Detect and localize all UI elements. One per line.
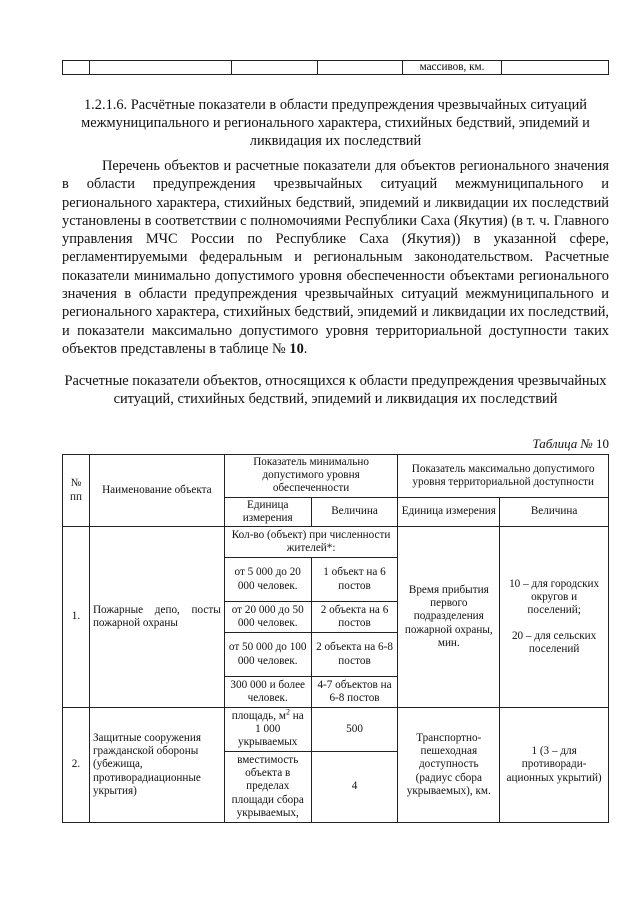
section-heading: 1.2.1.6. Расчётные показатели в области предупреждения чрезвычайных ситуаций межмуниципального и регионального характера, стихийных бедствий, эпидемий и ликвидация их последствий	[81, 97, 590, 149]
header-name: Наименование объекта	[89, 455, 224, 527]
row-name: Пожарные депо, посты пожарной охраны	[89, 527, 224, 708]
row-num: 1.	[63, 527, 90, 708]
table-reference-number: 10	[289, 340, 304, 357]
table-cell: массивов, км.	[403, 61, 502, 75]
header-num: № пп	[63, 455, 90, 527]
paragraph-text: Перечень объектов и расчетные показатели для объектов регионального значения в области предупреждения чрезвычайных ситуаций межмуниципального и регионального характера, стихийных бедствий, эпидемий и ликвидации их последствий установлены в соответствии с полномочиями Республики Саха (Якутия) (в т. ч. Главного управления МЧС России по Республике Саха (Якутия)) в указанной сфере, регламентируемыми федеральным и региональным законодательством. Расчетные показатели минимально допустимого уровня обеспеченности объектами регионального значения в области предупреждения чрезвычайных ситуаций межмуниципального и регионального характера, стихийных бедствий, эпидемий и ликвидации их последствий, и показатели максимально допустимого уровня территориальной доступности таких объектов представлены в таблице №	[62, 158, 609, 357]
unit-text: на 1 000 укрываемых	[238, 709, 304, 749]
table-row	[63, 708, 609, 752]
table-cell	[318, 61, 403, 75]
access-value-urban: 10 – для городских округов и поселений;	[509, 578, 600, 617]
table-cell	[232, 61, 318, 75]
row-unit: вместимость объекта в пределах площади сбора укрываемых,	[224, 752, 311, 823]
row-unit: 300 000 и более человек.	[224, 677, 311, 708]
row-unit: от 5 000 до 20 000 человек.	[224, 558, 311, 602]
header-min-level: Показатель минимально допустимого уровня обеспеченности	[224, 455, 398, 498]
header-value: Величина	[311, 497, 398, 526]
table-row	[63, 527, 609, 558]
row-value: 4	[311, 752, 398, 823]
unit-text: площадь, м	[231, 709, 286, 722]
row-unit: от 20 000 до 50 000 человек.	[224, 602, 311, 633]
paragraph-end: .	[303, 340, 308, 357]
unit-superscript: 2	[285, 707, 290, 717]
row-value: 1 объект на 6 постов	[311, 558, 398, 602]
table-row	[63, 61, 609, 75]
table-number-value: 10	[596, 436, 609, 451]
row-access-unit: Транспортно-пешеходная доступность (радиус сбора укрываемых), км.	[398, 708, 500, 823]
row-value: 4-7 объектов на 6-8 постов	[311, 677, 398, 708]
previous-table-tail	[62, 60, 609, 75]
header-max-access: Показатель максимально допустимого уровня территориальной доступности	[398, 455, 609, 498]
table-header-row	[63, 455, 609, 498]
row-num: 2.	[63, 708, 90, 823]
table-number	[532, 436, 609, 452]
table-cell	[90, 61, 232, 75]
row-access-unit: Время прибытия первого подразделения пожарной охраны, мин.	[398, 527, 500, 708]
table-caption: Расчетные показатели объектов, относящихся к области предупреждения чрезвычайных ситуаций, стихийных бедствий, эпидемий и ликвидация их последствий	[64, 373, 607, 407]
table-cell	[502, 61, 609, 75]
header-unit-2: Единица измерения	[398, 497, 500, 526]
row-access-value: 1 (3 – для противоради-ационных укрытий)	[500, 708, 609, 823]
row-unit	[224, 708, 311, 752]
indicators-table	[62, 454, 609, 823]
row-name: Защитные сооружения гражданской обороны (убежища, противорадиационные укрытия)	[89, 708, 224, 823]
table-cell	[63, 61, 90, 75]
access-value-rural: 20 – для сельских поселений	[511, 629, 597, 655]
section-paragraph	[62, 157, 609, 358]
row-value: 2 объекта на 6-8 постов	[311, 633, 398, 677]
row-access-value	[500, 527, 609, 708]
row-value: 500	[311, 708, 398, 752]
header-unit: Единица измерения	[224, 497, 311, 526]
header-value-2: Величина	[500, 497, 609, 526]
row-subhead: Кол-во (объект) при численности жителей*:	[224, 527, 398, 558]
row-unit: от 50 000 до 100 000 человек.	[224, 633, 311, 677]
row-value: 2 объекта на 6 постов	[311, 602, 398, 633]
table-number-label: Таблица №	[532, 436, 593, 451]
